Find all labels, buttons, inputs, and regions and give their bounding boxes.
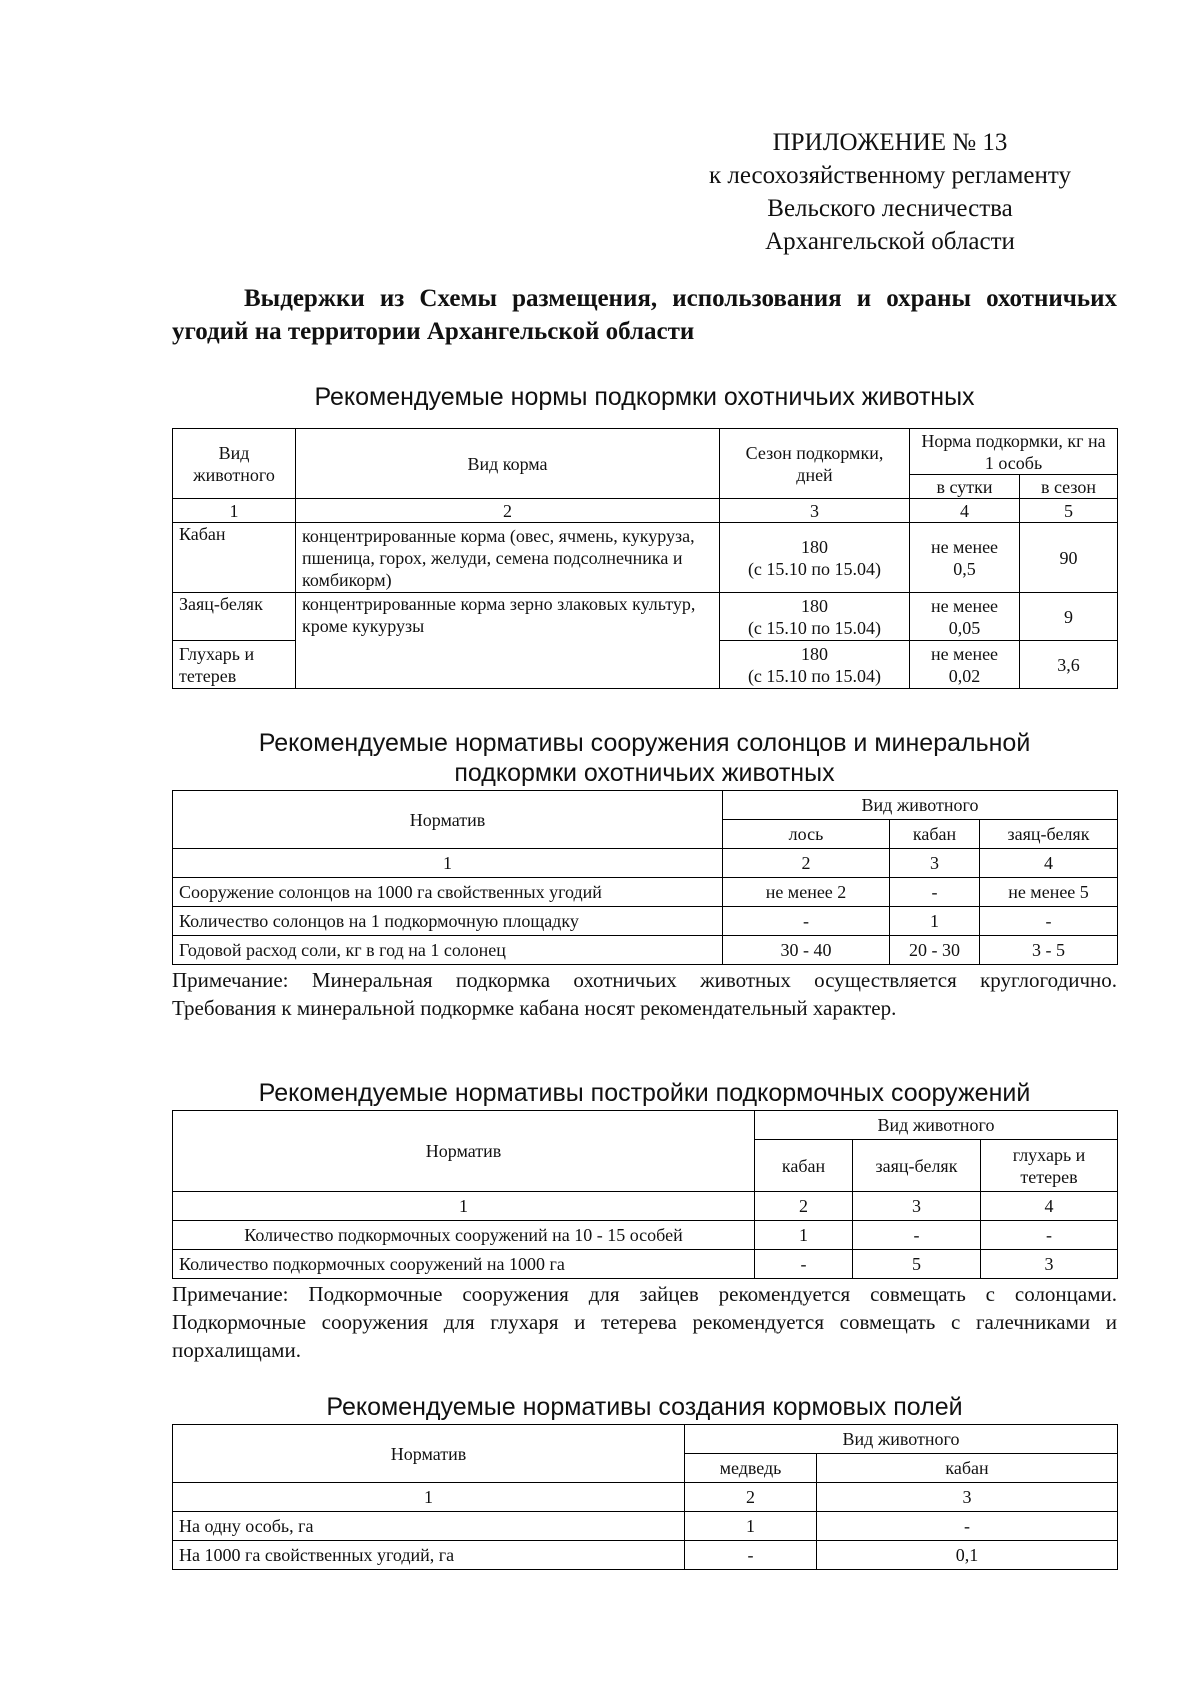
header-grouse: глухарь и тетерев xyxy=(981,1140,1118,1192)
season-cell: 180 (с 15.10 по 15.04) xyxy=(720,523,910,593)
header-animal-type: Вид животного xyxy=(755,1111,1118,1140)
header-boar: кабан xyxy=(755,1140,853,1192)
animal-cell: Глухарь и тетерев xyxy=(173,641,296,689)
normative-label: Годовой расход соли, кг в год на 1 солонец xyxy=(173,936,723,965)
column-number: 2 xyxy=(685,1483,817,1512)
animal-cell: Заяц-беляк xyxy=(173,593,296,641)
table-row xyxy=(173,849,1118,878)
table-row xyxy=(173,523,1118,593)
column-number: 2 xyxy=(755,1192,853,1221)
value-cell: - xyxy=(723,907,890,936)
value-cell: - xyxy=(980,907,1118,936)
column-number: 1 xyxy=(173,499,296,523)
normative-label: Количество солонцов на 1 подкормочную площадку xyxy=(173,907,723,936)
value-cell: - xyxy=(755,1250,853,1279)
table3-caption: Рекомендуемые нормативы постройки подкормочных сооружений xyxy=(258,1079,1031,1107)
table2-caption-line1: Рекомендуемые нормативы сооружения солонцов и минеральной xyxy=(258,729,1031,757)
feed-cell: концентрированные корма зерно злаковых культур, кроме кукурузы xyxy=(296,593,720,689)
table-row xyxy=(173,1192,1118,1221)
table-row xyxy=(173,1483,1118,1512)
value-cell: 20 - 30 xyxy=(890,936,980,965)
value-cell: не менее 5 xyxy=(980,878,1118,907)
value-cell: 0,1 xyxy=(817,1541,1118,1570)
normative-label: Количество подкормочных сооружений на 10 - 15 особей xyxy=(173,1221,755,1250)
column-number: 4 xyxy=(910,499,1020,523)
appendix-header xyxy=(680,126,1100,258)
table3-note: Примечание: Подкормочные сооружения для зайцев рекомендуется совмещать с солонцами. Подкормочные сооружения для глухаря и тетерева рекомендуется совмещать с галечниками и порхалищами. xyxy=(172,1282,1117,1362)
column-number: 1 xyxy=(173,1192,755,1221)
appendix-region: Архангельской области xyxy=(765,228,1015,255)
header-normative: Норматив xyxy=(173,1425,685,1483)
value-cell: 1 xyxy=(755,1221,853,1250)
header-normative: Норматив xyxy=(173,1111,755,1192)
table-row xyxy=(173,1250,1118,1279)
table2-note: Примечание: Минеральная подкормка охотничьих животных осуществляется круглогодично. Требования к минеральной подкормке кабана носят рекомендательный характер. xyxy=(172,968,1117,1020)
per-day-cell: не менее 0,5 xyxy=(910,523,1020,593)
header-hare: заяц-беляк xyxy=(853,1140,981,1192)
table-row xyxy=(173,907,1118,936)
header-animal-type: Вид животного xyxy=(723,791,1118,820)
normative-label: Количество подкормочных сооружений на 1000 га xyxy=(173,1250,755,1279)
value-cell: 3 - 5 xyxy=(980,936,1118,965)
value-cell: - xyxy=(685,1541,817,1570)
appendix-number: ПРИЛОЖЕНИЕ № 13 xyxy=(772,129,1008,156)
column-number: 3 xyxy=(853,1192,981,1221)
table-row xyxy=(173,878,1118,907)
feed-cell: концентрированные корма (овес, ячмень, кукуруза, пшеница, горох, желуди, семена подсолнечника и комбикорм) xyxy=(296,523,720,593)
value-cell: 30 - 40 xyxy=(723,936,890,965)
animal-cell: Кабан xyxy=(173,523,296,593)
season-cell: 180 (с 15.10 по 15.04) xyxy=(720,593,910,641)
per-day-cell: не менее 0,05 xyxy=(910,593,1020,641)
appendix-forestry: Вельского лесничества xyxy=(767,195,1013,222)
document-title-text: Выдержки из Схемы размещения, использования и охраны охотничьих угодий на территории Архангельской области xyxy=(172,285,1117,345)
table2-caption-line2: подкормки охотничьих животных xyxy=(454,759,835,787)
header-animal: Вид животного xyxy=(173,429,296,499)
column-number: 3 xyxy=(890,849,980,878)
value-cell: - xyxy=(890,878,980,907)
feeding-structures-table xyxy=(172,1110,1118,1279)
per-season-cell: 90 xyxy=(1020,523,1118,593)
column-number: 4 xyxy=(980,849,1118,878)
column-number: 5 xyxy=(1020,499,1118,523)
header-boar: кабан xyxy=(890,820,980,849)
per-season-cell: 3,6 xyxy=(1020,641,1118,689)
value-cell: 1 xyxy=(685,1512,817,1541)
column-number: 2 xyxy=(296,499,720,523)
header-hare: заяц-беляк xyxy=(980,820,1118,849)
table-row xyxy=(173,1512,1118,1541)
column-number: 1 xyxy=(173,849,723,878)
document-title xyxy=(172,282,1117,348)
per-season-cell: 9 xyxy=(1020,593,1118,641)
feeding-norms-table xyxy=(172,428,1118,689)
per-day-cell: не менее 0,02 xyxy=(910,641,1020,689)
table-row xyxy=(173,936,1118,965)
column-number: 1 xyxy=(173,1483,685,1512)
value-cell: 5 xyxy=(853,1250,981,1279)
value-cell: - xyxy=(817,1512,1118,1541)
column-number: 4 xyxy=(981,1192,1118,1221)
header-per-season: в сезон xyxy=(1020,475,1118,499)
header-moose: лось xyxy=(723,820,890,849)
value-cell: - xyxy=(981,1221,1118,1250)
header-season: Сезон подкормки, дней xyxy=(720,429,910,499)
normative-label: Сооружение солонцов на 1000 га свойственных угодий xyxy=(173,878,723,907)
table-row xyxy=(173,499,1118,523)
header-animal-type: Вид животного xyxy=(685,1425,1118,1454)
value-cell: 1 xyxy=(890,907,980,936)
header-per-day: в сутки xyxy=(910,475,1020,499)
normative-label: На одну особь, га xyxy=(173,1512,685,1541)
table1-caption: Рекомендуемые нормы подкормки охотничьих животных xyxy=(314,383,975,411)
table4-caption: Рекомендуемые нормативы создания кормовых полей xyxy=(326,1393,963,1421)
value-cell: 3 xyxy=(981,1250,1118,1279)
header-feed: Вид корма xyxy=(296,429,720,499)
table-row xyxy=(173,1541,1118,1570)
table-row xyxy=(173,1221,1118,1250)
feeding-fields-table xyxy=(172,1424,1118,1570)
column-number: 2 xyxy=(723,849,890,878)
column-number: 3 xyxy=(720,499,910,523)
appendix-ref: к лесохозяйственному регламенту xyxy=(708,162,1072,189)
value-cell: не менее 2 xyxy=(723,878,890,907)
header-normative: Норматив xyxy=(173,791,723,849)
column-number: 3 xyxy=(817,1483,1118,1512)
value-cell: - xyxy=(853,1221,981,1250)
header-boar: кабан xyxy=(817,1454,1118,1483)
header-bear: медведь xyxy=(685,1454,817,1483)
normative-label: На 1000 га свойственных угодий, га xyxy=(173,1541,685,1570)
salt-lick-norms-table xyxy=(172,790,1118,965)
header-norm: Норма подкормки, кг на 1 особь xyxy=(910,429,1118,475)
table-row xyxy=(173,593,1118,641)
season-cell: 180 (с 15.10 по 15.04) xyxy=(720,641,910,689)
